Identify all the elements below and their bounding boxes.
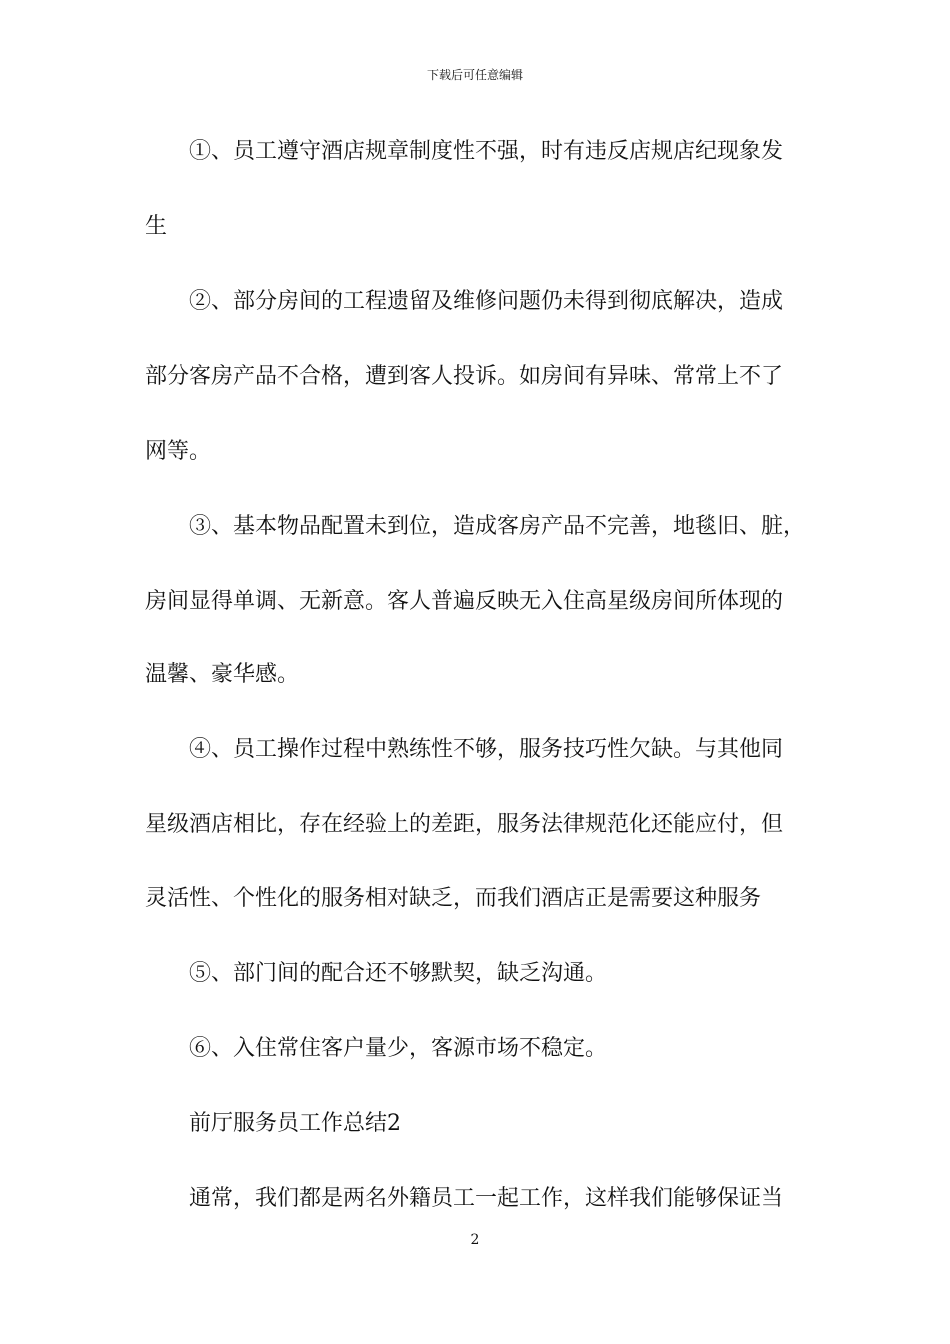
text-line: ⑤、部门间的配合还不够默契，缺乏沟通。	[189, 961, 608, 986]
section-heading: 前厅服务员工作总结2	[189, 1111, 401, 1136]
text-line: 星级酒店相比，存在经验上的差距，服务法律规范化还能应付，但	[145, 812, 784, 837]
text-line: ④、员工操作过程中熟练性不够，服务技巧性欠缺。与其他同	[189, 737, 784, 762]
text-line: ③、基本物品配置未到位，造成客房产品不完善，地毯旧、脏，	[189, 514, 806, 539]
text-line: 网等。	[145, 439, 212, 464]
text-line: 生	[145, 214, 168, 239]
text-line: ⑥、入住常住客户量少，客源市场不稳定。	[189, 1036, 608, 1061]
text-line: 房间显得单调、无新意。客人普遍反映无入住高星级房间所体现的	[145, 589, 784, 614]
text-line: ①、员工遵守酒店规章制度性不强，时有违反店规店纪现象发	[189, 139, 784, 164]
text-line: 温馨、豪华感。	[145, 662, 300, 687]
page-header: 下载后可任意编辑	[426, 68, 523, 82]
text-line: 通常，我们都是两名外籍员工一起工作，这样我们能够保证当	[189, 1186, 784, 1211]
text-line: ②、部分房间的工程遗留及维修问题仍未得到彻底解决，造成	[189, 289, 784, 314]
text-line: 部分客房产品不合格，遭到客人投诉。如房间有异味、常常上不了	[145, 364, 784, 389]
text-line: 灵活性、个性化的服务相对缺乏，而我们酒店正是需要这种服务	[145, 886, 762, 911]
page-number: 2	[470, 1232, 480, 1248]
